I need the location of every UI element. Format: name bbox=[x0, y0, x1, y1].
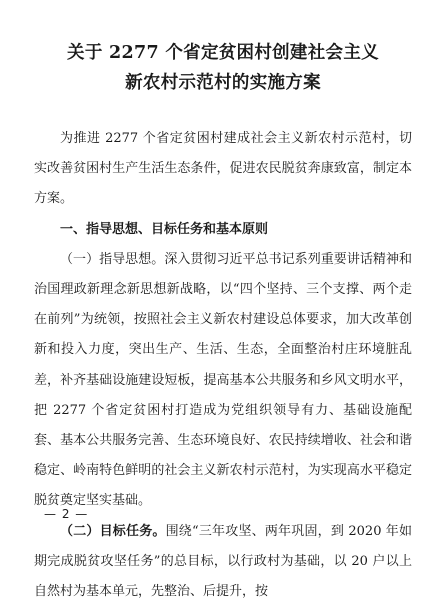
section-heading-1: 一、指导思想、目标任务和基本原则 bbox=[60, 221, 269, 237]
subsection-text-1: 深入贯彻习近平总书记系列重要讲话精神和治国理政新理念新思想新战略，以“四个坚持、三个支撑、两个走在前列”为统领，按照社会主义新农村建设总体要求，加大改革创新和投入力度，突出生产、生活、生态，全面整治村庄环境脏乱差，补齐基础设施建设短板，提高基本公共服务和乡风文明水平，把 2277 个省定贫困村打造成为党组织领导有力、基础设施配套、基本公共服务完善、生态环境良好、农民持续增收、社会和谐稳定、岭南特色鲜明的社会主义新农村示范村，为实现高水平稳定脱贫奠定坚实基础。 bbox=[34, 251, 412, 509]
subsection-text-2: 围绕“三年攻坚、两年巩固，到 2020 年如期完成脱贫攻坚任务”的总目标，以行政村为基础，以 20 户以上自然村为基本单元，先整治、后提升，按 bbox=[34, 523, 412, 600]
subsection-label-1: （一）指导思想。 bbox=[60, 251, 165, 267]
subsection-label-2: （二）目标任务。 bbox=[60, 523, 166, 539]
paragraph-goals bbox=[34, 517, 412, 607]
paragraph-guiding-thought bbox=[34, 245, 412, 517]
intro-paragraph: 为推进 2277 个省定贫困村建成社会主义新农村示范村，切实改善贫困村生产生活生态条件，促进农民脱贫奔康致富，制定本方案。 bbox=[34, 131, 412, 207]
document-body bbox=[34, 124, 412, 607]
title-line-1: 关于 2277 个省定贫困村创建社会主义 bbox=[67, 43, 379, 63]
document-title bbox=[34, 0, 412, 98]
page-number: — 2 — bbox=[44, 507, 89, 521]
title-line-2: 新农村示范村的实施方案 bbox=[125, 73, 321, 93]
